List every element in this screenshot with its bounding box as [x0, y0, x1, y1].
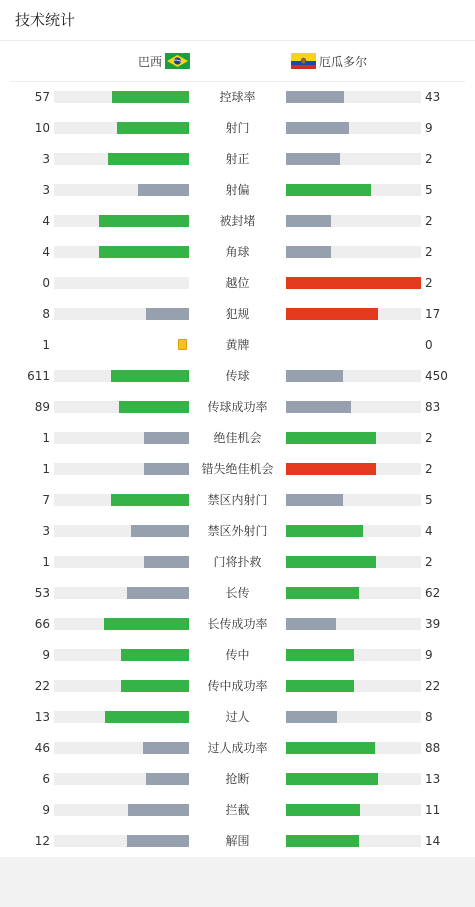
away-value: 450 [425, 369, 448, 383]
home-value: 53 [34, 586, 50, 600]
home-value: 7 [42, 493, 50, 507]
stat-row [0, 336, 475, 354]
home-value: 13 [34, 710, 50, 724]
away-bar [286, 835, 359, 847]
home-bar-track [54, 649, 189, 661]
stat-row [0, 243, 475, 261]
away-value: 62 [425, 586, 441, 600]
home-bar [105, 711, 189, 723]
away-value: 39 [425, 617, 441, 631]
away-value: 17 [425, 307, 441, 321]
stat-row [0, 584, 475, 602]
stat-label: 角球 [225, 245, 250, 259]
stat-row [0, 770, 475, 788]
home-value: 3 [42, 183, 50, 197]
home-bar [146, 308, 189, 320]
away-team-name: 厄瓜多尔 [319, 54, 368, 69]
home-bar-track [54, 246, 189, 258]
home-bar [138, 184, 189, 196]
stat-label: 射偏 [225, 183, 250, 197]
home-bar-track [54, 835, 189, 847]
stat-row [0, 398, 475, 416]
home-bar-track [54, 401, 189, 413]
stat-row [0, 801, 475, 819]
stat-label: 越位 [225, 276, 250, 290]
stat-label: 被封堵 [219, 214, 256, 228]
home-value: 9 [42, 803, 50, 817]
away-value: 2 [425, 245, 433, 259]
away-value: 2 [425, 152, 433, 166]
away-bar-track [286, 184, 421, 196]
away-bar [286, 711, 337, 723]
home-value: 3 [42, 152, 50, 166]
stat-label: 禁区内射门 [207, 493, 268, 507]
home-value: 0 [42, 276, 50, 290]
away-bar-track [286, 246, 421, 258]
home-bar [99, 246, 189, 258]
home-bar-track [54, 215, 189, 227]
home-value: 66 [34, 617, 50, 631]
away-bar-track [286, 463, 421, 475]
stat-label: 门将扑救 [213, 555, 262, 569]
home-bar [111, 494, 189, 506]
stat-row [0, 739, 475, 757]
stat-label: 犯规 [225, 307, 250, 321]
away-bar [286, 246, 331, 258]
stat-label: 射正 [225, 152, 250, 166]
stat-row [0, 150, 475, 168]
away-bar [286, 308, 378, 320]
home-bar-track [54, 556, 189, 568]
away-value: 5 [425, 183, 433, 197]
home-bar-track [54, 804, 189, 816]
away-bar [286, 215, 331, 227]
home-bar [121, 680, 189, 692]
home-bar-track [54, 432, 189, 444]
home-bar [112, 91, 189, 103]
away-value: 9 [425, 648, 433, 662]
away-bar [286, 432, 376, 444]
stat-label: 传球 [225, 369, 250, 383]
home-value: 1 [42, 555, 50, 569]
stat-row [0, 708, 475, 726]
home-bar-track [54, 494, 189, 506]
away-bar-track [286, 432, 421, 444]
away-bar [286, 525, 363, 537]
home-bar-track [54, 277, 189, 289]
away-value: 2 [425, 555, 433, 569]
away-bar [286, 618, 336, 630]
away-value: 83 [425, 400, 441, 414]
away-bar [286, 804, 360, 816]
away-bar [286, 680, 354, 692]
stat-label: 拦截 [225, 803, 250, 817]
home-value: 12 [34, 834, 50, 848]
home-bar [143, 742, 189, 754]
away-team [291, 53, 367, 69]
home-bar [99, 215, 189, 227]
home-bar-track [54, 618, 189, 630]
home-value: 3 [42, 524, 50, 538]
stat-label: 长传 [225, 586, 250, 600]
stat-label: 抢断 [225, 772, 250, 786]
stat-label: 过人 [225, 710, 250, 724]
away-bar-track [286, 370, 421, 382]
away-value: 2 [425, 214, 433, 228]
home-value: 1 [42, 431, 50, 445]
away-value: 2 [425, 276, 433, 290]
stat-label: 传中 [225, 648, 250, 662]
away-bar-track [286, 494, 421, 506]
header-divider [0, 40, 475, 41]
away-bar-track [286, 618, 421, 630]
away-value: 88 [425, 741, 441, 755]
home-value: 611 [27, 369, 50, 383]
home-bar-track [54, 463, 189, 475]
away-bar-track [286, 153, 421, 165]
away-bar [286, 184, 371, 196]
home-value: 1 [42, 338, 50, 352]
away-bar [286, 277, 421, 289]
away-bar [286, 649, 354, 661]
away-value: 8 [425, 710, 433, 724]
home-team-name: 巴西 [137, 54, 162, 69]
away-value: 2 [425, 462, 433, 476]
home-bar [117, 122, 189, 134]
home-bar [121, 649, 189, 661]
stat-label: 传球成功率 [207, 400, 268, 414]
away-value: 11 [425, 803, 441, 817]
away-bar [286, 773, 378, 785]
away-bar [286, 494, 343, 506]
home-bar-track [54, 587, 189, 599]
away-bar-track [286, 835, 421, 847]
away-value: 5 [425, 493, 433, 507]
home-value: 22 [34, 679, 50, 693]
home-value: 8 [42, 307, 50, 321]
stat-label: 射门 [225, 121, 250, 135]
away-bar-track [286, 91, 421, 103]
home-value: 4 [42, 214, 50, 228]
away-bar [286, 401, 351, 413]
home-bar-track [54, 370, 189, 382]
home-bar [144, 463, 189, 475]
home-bar-track [54, 773, 189, 785]
home-bar [128, 804, 189, 816]
stat-row [0, 615, 475, 633]
away-bar-track [286, 556, 421, 568]
away-bar-track [286, 649, 421, 661]
stat-label: 控球率 [219, 90, 256, 104]
home-value: 6 [42, 772, 50, 786]
home-value: 4 [42, 245, 50, 259]
home-bar [127, 835, 189, 847]
stat-row [0, 181, 475, 199]
away-bar-track [286, 308, 421, 320]
home-bar [108, 153, 189, 165]
away-value: 22 [425, 679, 441, 693]
home-bar [144, 556, 189, 568]
home-bar [144, 432, 189, 444]
away-value: 13 [425, 772, 441, 786]
home-bar-track [54, 153, 189, 165]
ecuador-flag-icon [291, 53, 316, 69]
stat-row [0, 553, 475, 571]
stat-row [0, 274, 475, 292]
home-value: 9 [42, 648, 50, 662]
stat-row [0, 119, 475, 137]
home-bar [131, 525, 189, 537]
stat-row [0, 460, 475, 478]
home-team [0, 53, 190, 69]
home-bar-track [54, 184, 189, 196]
away-bar [286, 91, 344, 103]
home-bar-track [54, 525, 189, 537]
stat-label: 过人成功率 [207, 741, 268, 755]
home-value: 57 [34, 90, 50, 104]
away-bar-track [286, 587, 421, 599]
away-bar-track [286, 742, 421, 754]
away-bar [286, 122, 349, 134]
home-bar [119, 401, 189, 413]
home-bar [104, 618, 189, 630]
stat-label: 传中成功率 [207, 679, 268, 693]
home-bar [111, 370, 189, 382]
away-bar-track [286, 711, 421, 723]
home-value: 1 [42, 462, 50, 476]
stat-row [0, 491, 475, 509]
brazil-flag-icon [165, 53, 190, 69]
away-value: 43 [425, 90, 441, 104]
stat-label: 禁区外射门 [207, 524, 268, 538]
away-value: 0 [425, 338, 433, 352]
away-bar [286, 742, 375, 754]
home-value: 46 [34, 741, 50, 755]
stat-row [0, 429, 475, 447]
stat-row [0, 212, 475, 230]
away-value: 4 [425, 524, 433, 538]
stat-row [0, 832, 475, 850]
away-bar-track [286, 277, 421, 289]
home-bar-track [54, 742, 189, 754]
away-value: 9 [425, 121, 433, 135]
home-bar-track [54, 680, 189, 692]
away-bar-track [286, 680, 421, 692]
team-divider [10, 81, 465, 82]
stat-label: 绝佳机会 [213, 431, 262, 445]
away-bar-track [286, 804, 421, 816]
away-value: 2 [425, 431, 433, 445]
away-bar-track [286, 215, 421, 227]
page-title: 技术统计 [15, 11, 76, 29]
stat-row [0, 677, 475, 695]
away-bar [286, 587, 359, 599]
home-bar-track [54, 711, 189, 723]
yellow-card-icon [178, 339, 187, 350]
away-bar [286, 370, 343, 382]
home-bar-track [54, 122, 189, 134]
stat-label: 长传成功率 [207, 617, 268, 631]
home-bar [146, 773, 189, 785]
stat-label: 黄牌 [225, 338, 250, 352]
home-bar-track [54, 91, 189, 103]
away-bar-track [286, 122, 421, 134]
stat-row [0, 646, 475, 664]
stat-label: 解围 [225, 834, 250, 848]
away-bar-track [286, 773, 421, 785]
home-bar-track [54, 308, 189, 320]
away-bar [286, 153, 340, 165]
away-value: 14 [425, 834, 441, 848]
away-bar [286, 463, 376, 475]
away-bar-track [286, 525, 421, 537]
home-bar [127, 587, 189, 599]
stat-row [0, 367, 475, 385]
away-bar-track [286, 401, 421, 413]
stat-row [0, 522, 475, 540]
stat-label: 错失绝佳机会 [201, 462, 274, 476]
stat-row [0, 305, 475, 323]
home-value: 10 [34, 121, 50, 135]
away-bar [286, 556, 376, 568]
stat-row [0, 88, 475, 106]
home-value: 89 [34, 400, 50, 414]
